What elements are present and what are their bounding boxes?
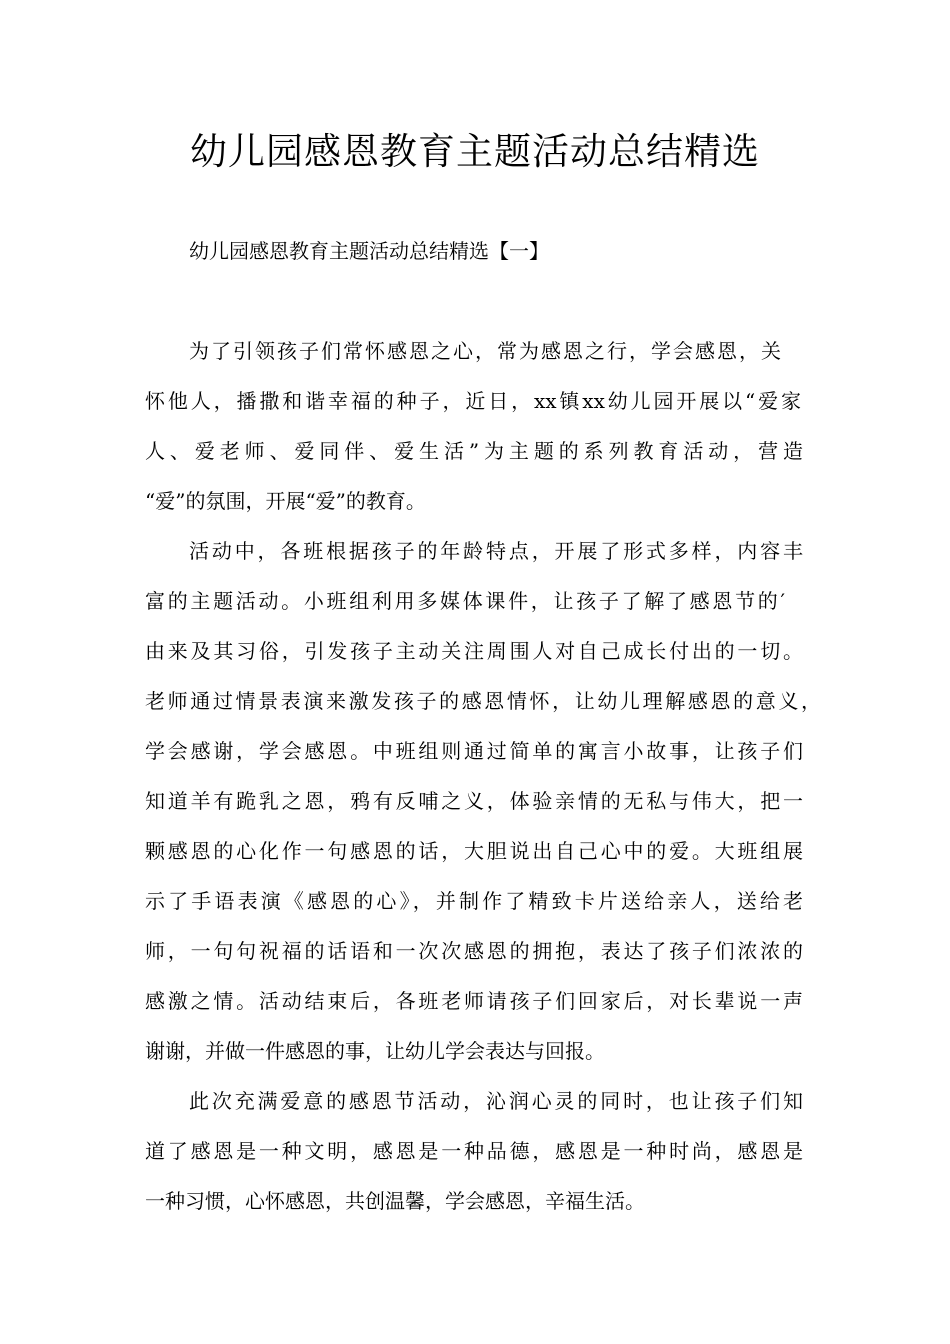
section-heading: 幼儿园感恩教育主题活动总结精选【一】 bbox=[189, 239, 549, 263]
paragraph-line: 师，一句句祝福的话语和一次次感恩的拥抱，表达了孩子们浓浓的 bbox=[145, 939, 803, 963]
paragraph-line: “爱”的氛围，开展“爱”的教育。 bbox=[145, 489, 426, 513]
paragraph-line: 为了引领孩子们常怀感恩之心，常为感恩之行，学会感恩，关 bbox=[189, 339, 781, 363]
paragraph-line: 颗感恩的心化作一句感恩的话，大胆说出自己心中的爱。大班组展 bbox=[145, 839, 803, 863]
paragraph-line: 此次充满爱意的感恩节活动，沁润心灵的同时，也让孩子们知 bbox=[189, 1089, 803, 1113]
paragraph-line: 一种习惯，心怀感恩，共创温馨，学会感恩，辛福生活。 bbox=[145, 1189, 645, 1213]
document-title: 幼儿园感恩教育主题活动总结精选 bbox=[190, 130, 760, 173]
paragraph-line: 活动中，各班根据孩子的年龄特点，开展了形式多样，内容丰 bbox=[189, 539, 803, 563]
body-text bbox=[145, 336, 825, 1236]
paragraph-line: 道了感恩是一种文明，感恩是一种品德，感恩是一种时尚，感恩是 bbox=[145, 1139, 803, 1163]
paragraph-line: 学会感谢，学会感恩。中班组则通过简单的寓言小故事，让孩子们 bbox=[145, 739, 803, 763]
paragraph-line: 人、爱老师、爱同伴、爱生活”为主题的系列教育活动，营造 bbox=[145, 439, 803, 463]
paragraph-line: 谢谢，并做一件感恩的事，让幼儿学会表达与回报。 bbox=[145, 1039, 605, 1063]
paragraph-line: 知道羊有跪乳之恩，鸦有反哺之义，体验亲情的无私与伟大，把一 bbox=[145, 789, 803, 813]
paragraph-line: 老师通过情景表演来激发孩子的感恩情怀，让幼儿理解感恩的意义， bbox=[145, 689, 821, 713]
paragraph-line: 感激之情。活动结束后，各班老师请孩子们回家后，对长辈说一声 bbox=[145, 989, 803, 1013]
paragraph-line: 由来及其习俗，引发孩子主动关注周围人对自己成长付出的一切。 bbox=[145, 639, 803, 663]
paragraph-line: 示了手语表演《感恩的心》，并制作了精致卡片送给亲人，送给老 bbox=[145, 889, 803, 913]
paragraph-line: 富的主题活动。小班组利用多媒体课件，让孩子了解了感恩节的′ bbox=[145, 589, 785, 613]
paragraph-line: 怀他人，播撒和谐幸福的种子，近日，xx镇xx幼儿园开展以“爱家 bbox=[145, 389, 801, 413]
